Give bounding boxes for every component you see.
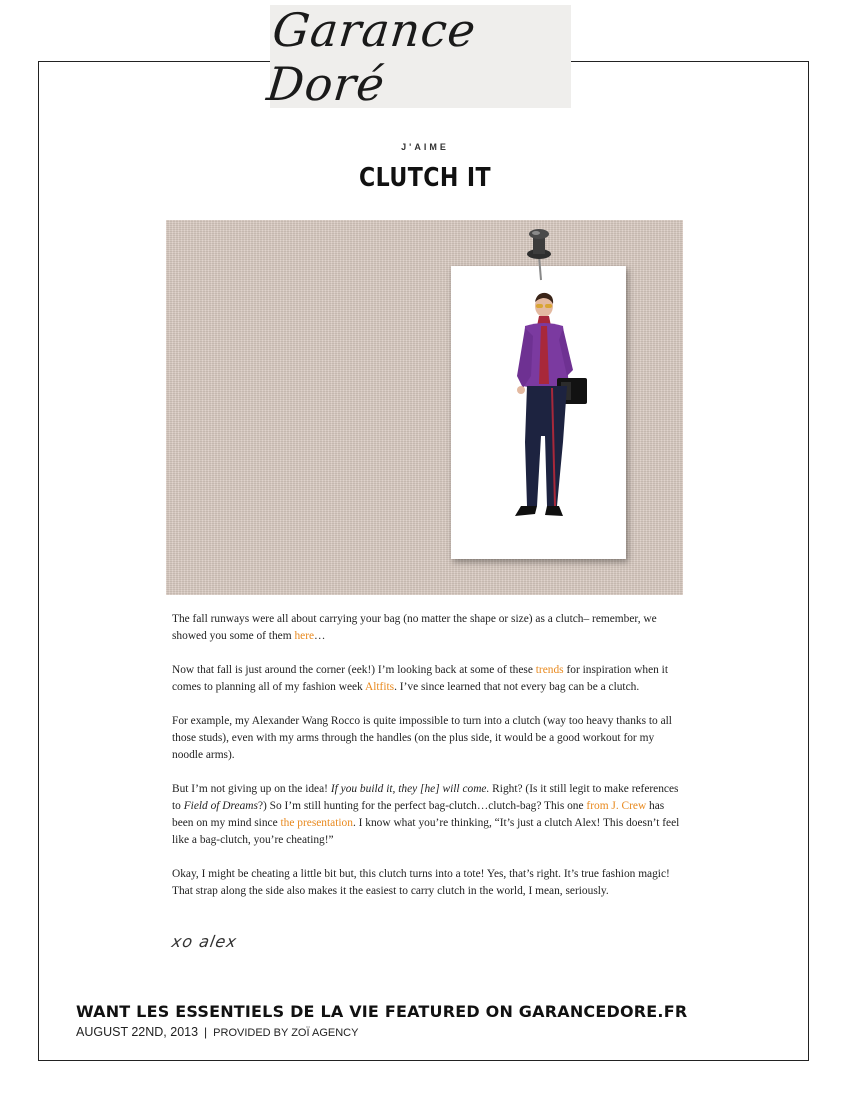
logo-text: Garance Doré bbox=[264, 2, 479, 111]
paragraph-2 bbox=[172, 662, 682, 696]
provider-credit: PROVIDED BY ZOÏ AGENCY bbox=[213, 1027, 359, 1039]
text-span: But I’m not giving up on the idea! bbox=[172, 783, 331, 795]
text-span: Right? (Is it still legit to make references to bbox=[172, 783, 679, 812]
paragraph-1 bbox=[172, 611, 682, 645]
logo[interactable] bbox=[264, 2, 571, 111]
publish-date: AUGUST 22ND, 2013 bbox=[76, 1025, 199, 1039]
text-span: ?) So I’m still hunting for the perfect bag-clutch…clutch-bag? This one bbox=[257, 800, 587, 812]
footer-title: WANT LES ESSENTIELS DE LA VIE FEATURED ON GARANCEDORE.FR bbox=[76, 1002, 688, 1021]
altfits-link[interactable]: Altfits bbox=[364, 681, 395, 693]
footer-meta bbox=[76, 1025, 358, 1039]
model-illustration bbox=[451, 266, 626, 559]
paragraph-5: Okay, I might be cheating a little bit but, this clutch turns into a tote! Yes, that’s right. It’s true fashion magic! That strap along the side also makes it the easiest to carry clutch in the world, I mean, seriously. bbox=[172, 868, 670, 897]
text-span: . I’ve since learned that not every bag can be a clutch. bbox=[394, 681, 640, 693]
hero-image bbox=[166, 220, 683, 595]
text-span: Now that fall is just around the corner (eek!) I’m looking back at some of these bbox=[172, 664, 536, 676]
text-span: The fall runways were all about carrying your bag (no matter the shape or size) as a clutch– remember, we showed you some of them bbox=[172, 613, 657, 642]
italic-quote: If you build it, they [he] will come. bbox=[330, 783, 490, 795]
separator: | bbox=[204, 1025, 208, 1039]
text-span: . I know what you’re thinking, “It’s just a clutch Alex! This doesn’t feel like a bag-clutch, you’re cheating!” bbox=[172, 817, 680, 846]
text-span: for inspiration when it comes to planning all of my fashion week bbox=[172, 664, 669, 693]
presentation-link[interactable]: the presentation bbox=[280, 817, 353, 829]
paragraph-4 bbox=[172, 781, 682, 849]
article-title: CLUTCH IT bbox=[358, 163, 492, 193]
paragraph-3: For example, my Alexander Wang Rocco is quite impossible to turn into a clutch (way too heavy thanks to all those studs), even with my arms through the handles (on the plus side, it would be a good workout for my noodle arms). bbox=[172, 715, 672, 761]
jcrew-link[interactable]: from J. Crew bbox=[586, 800, 647, 812]
italic-title: Field of Dreams bbox=[183, 800, 258, 812]
text-span: has been on my mind since bbox=[172, 800, 665, 829]
photo-card bbox=[451, 266, 626, 559]
article-body bbox=[172, 611, 682, 917]
trends-link[interactable]: trends bbox=[535, 664, 564, 676]
signature: xo alex bbox=[170, 932, 239, 951]
text-span: … bbox=[314, 630, 326, 642]
category-kicker: J'AIME bbox=[401, 142, 449, 152]
here-link[interactable]: here bbox=[294, 630, 315, 642]
pushpin-icon bbox=[521, 222, 557, 282]
